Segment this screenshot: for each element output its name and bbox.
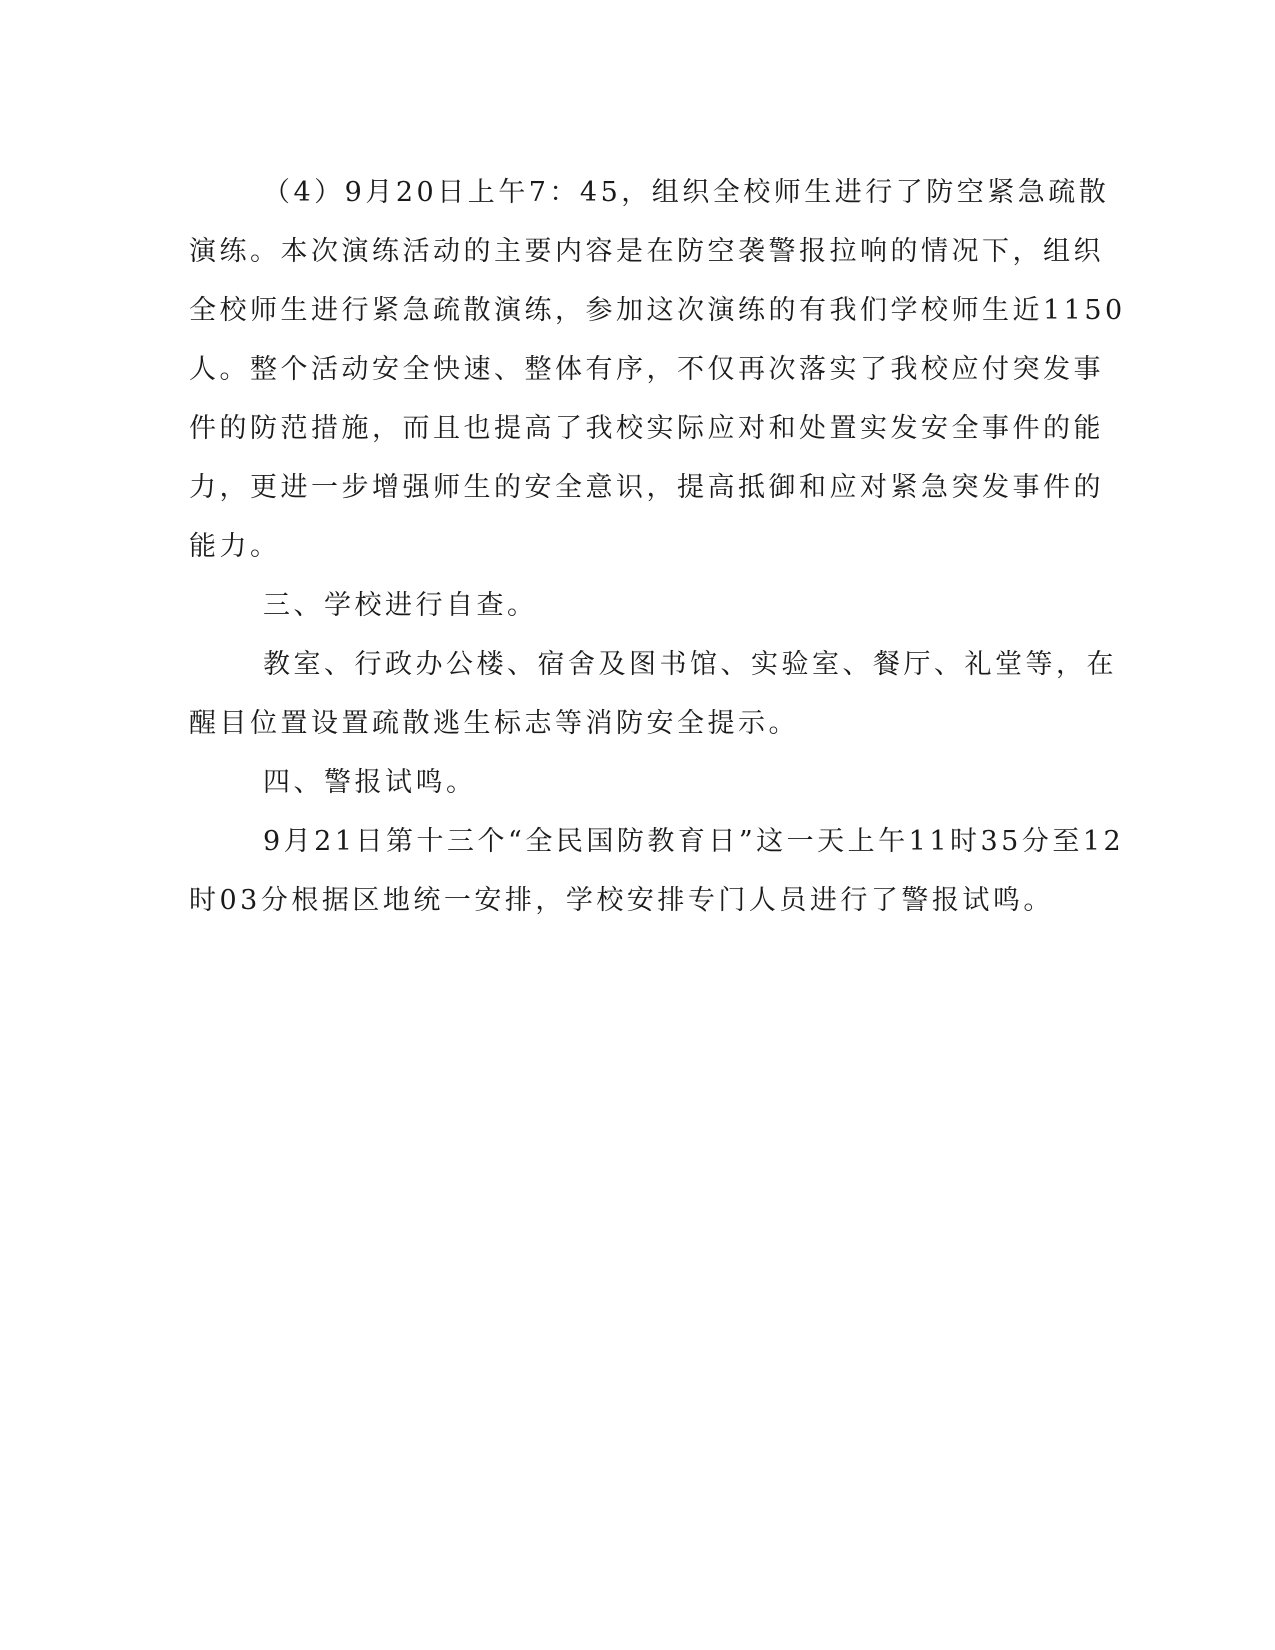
paragraph-line: （4）9月20日上午7：45，组织全校师生进行了防空紧急疏散: [263, 177, 1110, 208]
paragraph-line: 件的防范措施，而且也提高了我校实际应对和处置实发安全事件的能: [189, 413, 1104, 444]
section-heading: 三、学校进行自查。: [263, 590, 538, 621]
paragraph-line: 9月21日第十三个“全民国防教育日”这一天上午11时35分至12: [263, 826, 1125, 857]
paragraph-line: 力，更进一步增强师生的安全意识，提高抵御和应对紧急突发事件的: [189, 472, 1104, 503]
paragraph-line: 时03分根据区地统一安排，学校安排专门人员进行了警报试鸣。: [189, 885, 1054, 916]
paragraph-line: 能力。: [189, 531, 281, 562]
paragraph-line: 人。整个活动安全快速、整体有序，不仅再次落实了我校应付突发事: [189, 354, 1104, 385]
paragraph-line: 全校师生进行紧急疏散演练，参加这次演练的有我们学校师生近1150: [189, 295, 1126, 326]
paragraph-line: 醒目位置设置疏散逃生标志等消防安全提示。: [189, 708, 799, 739]
paragraph-line: 演练。本次演练活动的主要内容是在防空袭警报拉响的情况下，组织: [189, 236, 1104, 267]
document-body: [189, 163, 1126, 930]
paragraph-line: 教室、行政办公楼、宿舍及图书馆、实验室、餐厅、礼堂等，在: [263, 649, 1117, 680]
section-heading: 四、警报试鸣。: [263, 767, 477, 798]
